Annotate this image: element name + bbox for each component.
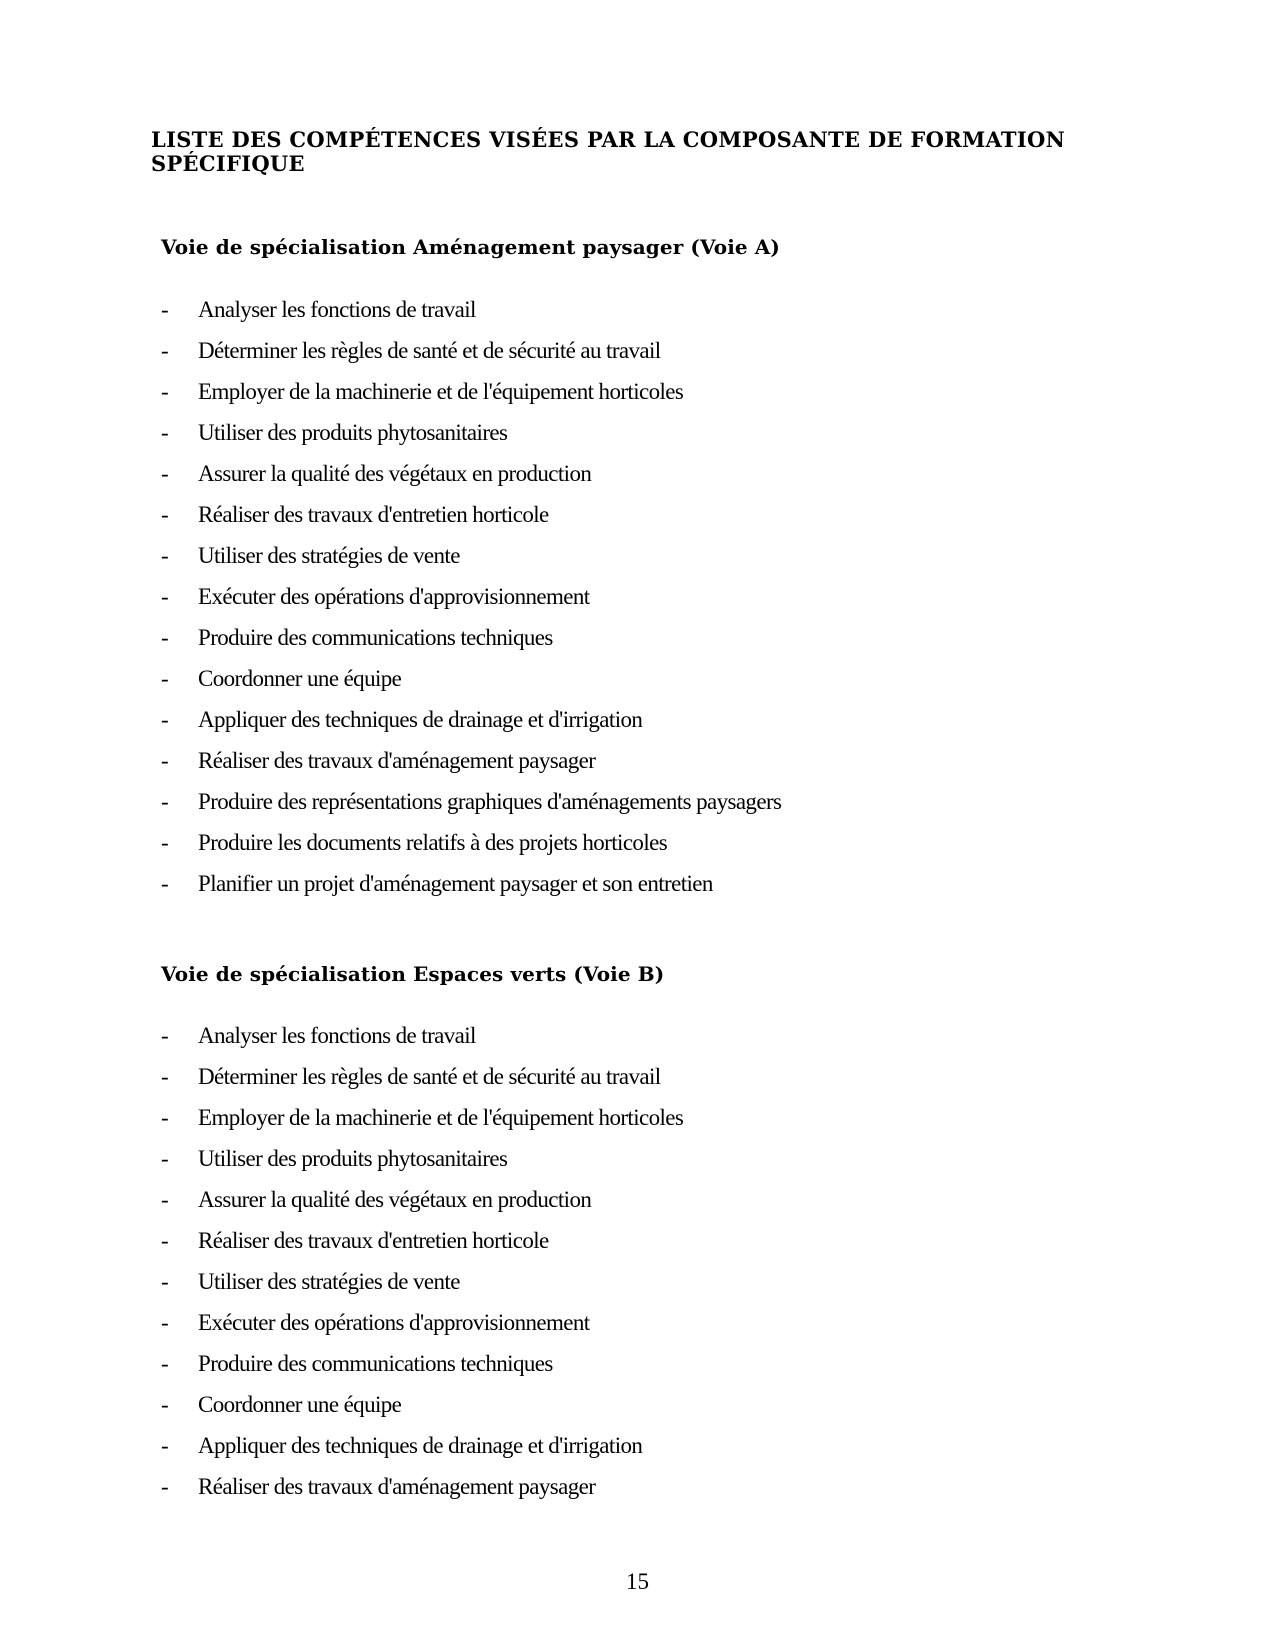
- competency-list-voie-b: [161, 1018, 683, 1510]
- competency-text: Déterminer les règles de santé et de sécurité au travail: [198, 338, 661, 363]
- competency-text: Coordonner une équipe: [198, 666, 402, 691]
- list-item: [161, 743, 781, 784]
- bullet-dash: -: [161, 1228, 169, 1253]
- competency-text: Réaliser des travaux d'aménagement paysager: [198, 1474, 596, 1499]
- list-item: [161, 1018, 683, 1059]
- bullet-dash: -: [161, 379, 169, 404]
- bullet-dash: -: [161, 543, 169, 568]
- list-item: [161, 1428, 683, 1469]
- competency-text: Produire des représentations graphiques d'aménagements paysagers: [198, 789, 782, 814]
- list-item: [161, 1182, 683, 1223]
- list-item: [161, 456, 781, 497]
- bullet-dash: -: [161, 625, 169, 650]
- competency-text: Analyser les fonctions de travail: [198, 1023, 476, 1048]
- bullet-dash: -: [161, 789, 169, 814]
- list-item: [161, 1387, 683, 1428]
- bullet-dash: -: [161, 338, 169, 363]
- list-item: [161, 825, 781, 866]
- list-item: [161, 1305, 683, 1346]
- competency-list-voie-a: [161, 292, 781, 907]
- list-item: [161, 1141, 683, 1182]
- bullet-dash: -: [161, 666, 169, 691]
- competency-text: Produire des communications techniques: [198, 625, 553, 650]
- bullet-dash: -: [161, 1105, 169, 1130]
- list-item: [161, 866, 781, 907]
- competency-text: Appliquer des techniques de drainage et d'irrigation: [198, 707, 643, 732]
- competency-text: Réaliser des travaux d'entretien horticole: [198, 1228, 549, 1253]
- list-item: [161, 1264, 683, 1305]
- competency-text: Appliquer des techniques de drainage et d'irrigation: [198, 1433, 643, 1458]
- list-item: [161, 620, 781, 661]
- bullet-dash: -: [161, 1392, 169, 1417]
- competency-text: Assurer la qualité des végétaux en production: [198, 1187, 592, 1212]
- competency-text: Coordonner une équipe: [198, 1392, 402, 1417]
- list-item: [161, 333, 781, 374]
- page-title: LISTE DES COMPÉTENCES VISÉES PAR LA COMPOSANTE DE FORMATION SPÉCIFIQUE: [151, 127, 1066, 176]
- section-heading-voie-a: Voie de spécialisation Aménagement paysager (Voie A): [161, 235, 780, 259]
- bullet-dash: -: [161, 1269, 169, 1294]
- bullet-dash: -: [161, 584, 169, 609]
- bullet-dash: -: [161, 1064, 169, 1089]
- list-item: [161, 579, 781, 620]
- competency-text: Planifier un projet d'aménagement paysager et son entretien: [198, 871, 713, 896]
- page-number: 15: [626, 1569, 649, 1594]
- bullet-dash: -: [161, 1146, 169, 1171]
- competency-text: Assurer la qualité des végétaux en production: [198, 461, 592, 486]
- list-item: [161, 661, 781, 702]
- competency-text: Employer de la machinerie et de l'équipement horticoles: [198, 379, 684, 404]
- competency-text: Déterminer les règles de santé et de sécurité au travail: [198, 1064, 661, 1089]
- competency-text: Réaliser des travaux d'entretien horticole: [198, 502, 549, 527]
- bullet-dash: -: [161, 830, 169, 855]
- competency-text: Produire les documents relatifs à des projets horticoles: [198, 830, 668, 855]
- competency-text: Employer de la machinerie et de l'équipement horticoles: [198, 1105, 684, 1130]
- bullet-dash: -: [161, 1310, 169, 1335]
- bullet-dash: -: [161, 1433, 169, 1458]
- bullet-dash: -: [161, 297, 169, 322]
- bullet-dash: -: [161, 420, 169, 445]
- bullet-dash: -: [161, 871, 169, 896]
- list-item: [161, 538, 781, 579]
- list-item: [161, 784, 781, 825]
- competency-text: Réaliser des travaux d'aménagement paysager: [198, 748, 596, 773]
- list-item: [161, 1059, 683, 1100]
- list-item: [161, 702, 781, 743]
- list-item: [161, 292, 781, 333]
- bullet-dash: -: [161, 748, 169, 773]
- competency-text: Utiliser des produits phytosanitaires: [198, 1146, 508, 1171]
- competency-text: Utiliser des stratégies de vente: [198, 543, 460, 568]
- competency-text: Produire des communications techniques: [198, 1351, 553, 1376]
- bullet-dash: -: [161, 1023, 169, 1048]
- section-heading-voie-b: Voie de spécialisation Espaces verts (Voie B): [161, 962, 665, 986]
- list-item: [161, 1223, 683, 1264]
- list-item: [161, 1469, 683, 1510]
- competency-text: Exécuter des opérations d'approvisionnement: [198, 1310, 590, 1335]
- competency-text: Utiliser des produits phytosanitaires: [198, 420, 508, 445]
- list-item: [161, 374, 781, 415]
- bullet-dash: -: [161, 502, 169, 527]
- list-item: [161, 1346, 683, 1387]
- bullet-dash: -: [161, 1351, 169, 1376]
- bullet-dash: -: [161, 1474, 169, 1499]
- bullet-dash: -: [161, 461, 169, 486]
- competency-text: Analyser les fonctions de travail: [198, 297, 476, 322]
- list-item: [161, 415, 781, 456]
- bullet-dash: -: [161, 1187, 169, 1212]
- bullet-dash: -: [161, 707, 169, 732]
- competency-text: Utiliser des stratégies de vente: [198, 1269, 460, 1294]
- list-item: [161, 1100, 683, 1141]
- list-item: [161, 497, 781, 538]
- competency-text: Exécuter des opérations d'approvisionnement: [198, 584, 590, 609]
